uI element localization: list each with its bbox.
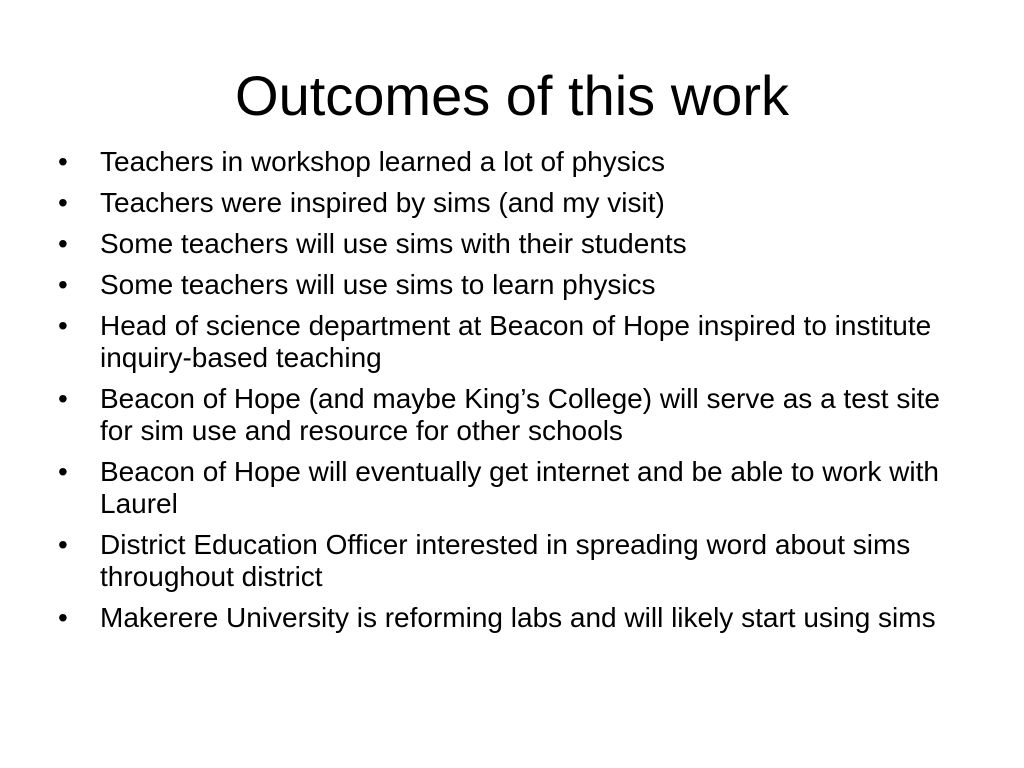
bullet-dot: •: [58, 146, 68, 177]
bullet-dot: •: [58, 383, 68, 414]
bullet-text: Teachers in workshop learned a lot of physics: [100, 146, 665, 177]
bullet-text: Some teachers will use sims with their students: [100, 228, 687, 259]
bullet-dot: •: [58, 456, 68, 487]
bullet-list: [58, 146, 978, 643]
bullet-dot: •: [58, 269, 68, 300]
bullet-item: [58, 383, 978, 447]
bullet-dot: •: [58, 228, 68, 259]
bullet-dot: •: [58, 310, 68, 341]
bullet-item: [58, 187, 978, 219]
bullet-text: Beacon of Hope (and maybe King’s College) will serve as a test site for sim use and resource for other schools: [100, 383, 940, 446]
bullet-text: District Education Officer interested in spreading word about sims throughout district: [100, 529, 911, 592]
bullet-item: [58, 269, 978, 301]
bullet-dot: •: [58, 529, 68, 560]
bullet-item: [58, 529, 978, 593]
bullet-dot: •: [58, 602, 68, 633]
slide-title: Outcomes of this work: [235, 64, 789, 127]
bullet-text: Teachers were inspired by sims (and my visit): [100, 187, 665, 218]
bullet-item: [58, 456, 978, 520]
bullet-item: [58, 228, 978, 260]
bullet-text: Beacon of Hope will eventually get internet and be able to work with Laurel: [100, 456, 939, 519]
bullet-text: Head of science department at Beacon of Hope inspired to institute inquiry-based teaching: [100, 310, 932, 373]
bullet-item: [58, 310, 978, 374]
bullet-item: [58, 602, 978, 634]
bullet-text: Some teachers will use sims to learn physics: [100, 269, 656, 300]
bullet-item: [58, 146, 978, 178]
bullet-text: Makerere University is reforming labs and will likely start using sims: [100, 602, 936, 633]
bullet-dot: •: [58, 187, 68, 218]
